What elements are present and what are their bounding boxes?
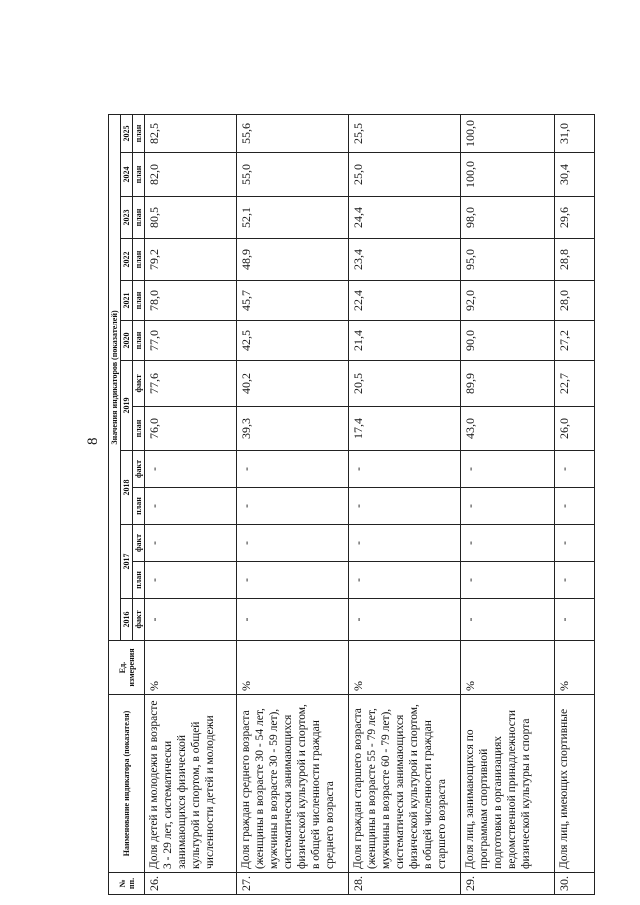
value-cell: -	[461, 488, 555, 525]
value-cell: -	[349, 599, 461, 641]
sub-fact: факт	[133, 451, 145, 488]
value-cell: 98,0	[461, 197, 555, 239]
value-cell: 100,0	[461, 153, 555, 197]
value-cell: 78,0	[145, 281, 237, 321]
indicator-name: Доля лиц, занимающихся по программам спортивной подготовки в организациях ведомственной принадлежности физической культуры и спорта	[461, 695, 555, 873]
value-cell: -	[237, 525, 349, 562]
unit-cell: %	[349, 641, 461, 695]
value-cell: -	[555, 488, 595, 525]
value-cell: 29,6	[555, 197, 595, 239]
value-cell: 95,0	[461, 239, 555, 281]
row-number: 30.	[555, 873, 595, 895]
header-no: № пп.	[109, 873, 145, 895]
value-cell: -	[237, 451, 349, 488]
value-cell: -	[237, 562, 349, 599]
value-cell: -	[461, 525, 555, 562]
year-2023: 2023	[121, 197, 133, 239]
value-cell: 25,5	[349, 115, 461, 153]
value-cell: 25,0	[349, 153, 461, 197]
row-number: 28.	[349, 873, 461, 895]
value-cell: -	[555, 562, 595, 599]
value-cell: -	[145, 599, 237, 641]
indicator-table	[108, 114, 595, 895]
header-values-group: Значения индикаторов (показателей)	[109, 115, 121, 641]
sub-plan: план	[133, 197, 145, 239]
value-cell: 31,0	[555, 115, 595, 153]
year-2021: 2021	[121, 281, 133, 321]
indicator-name: Доля граждан среднего возраста (женщины в возрасте 30 - 54 лет, мужчины в возрасте 30 - 59 лет), систематически занимающихся физической культурой и спортом, в общей численности граждан среднего возраста	[237, 695, 349, 873]
sub-fact: факт	[133, 599, 145, 641]
year-2016: 2016	[121, 599, 133, 641]
indicator-name: Доля граждан старшего возраста (женщины в возрасте 55 - 79 лет, мужчины в возрасте 60 - 79 лет), систематически занимающихся физической культурой и спортом, в общей численности граждан старшего возраста	[349, 695, 461, 873]
value-cell: -	[145, 525, 237, 562]
value-cell: 80,5	[145, 197, 237, 239]
value-cell: 17,4	[349, 407, 461, 451]
table-row	[237, 115, 349, 895]
value-cell: -	[349, 562, 461, 599]
header-unit: Ед. измерения	[109, 641, 145, 695]
value-cell: 82,5	[145, 115, 237, 153]
value-cell: 22,7	[555, 361, 595, 407]
value-cell: 90,0	[461, 321, 555, 361]
value-cell: -	[461, 599, 555, 641]
sub-plan: план	[133, 115, 145, 153]
value-cell: 23,4	[349, 239, 461, 281]
unit-cell: %	[237, 641, 349, 695]
table-row	[349, 115, 461, 895]
value-cell: 52,1	[237, 197, 349, 239]
value-cell: -	[555, 599, 595, 641]
table-row	[145, 115, 237, 895]
value-cell: 77,0	[145, 321, 237, 361]
value-cell: 28,8	[555, 239, 595, 281]
sub-fact: факт	[133, 525, 145, 562]
indicator-name: Доля детей и молодежи в возрасте 3 - 29 лет, систематически занимающихся физической культурой и спортом, в общей численности детей и молодежи	[145, 695, 237, 873]
value-cell: 20,5	[349, 361, 461, 407]
value-cell: 48,9	[237, 239, 349, 281]
indicator-name: Доля лиц, имеющих спортивные	[555, 695, 595, 873]
value-cell: 27,2	[555, 321, 595, 361]
value-cell: -	[145, 451, 237, 488]
page-number: 8	[85, 437, 101, 445]
year-2020: 2020	[121, 321, 133, 361]
value-cell: -	[461, 451, 555, 488]
year-2025: 2025	[121, 115, 133, 153]
unit-cell: %	[461, 641, 555, 695]
value-cell: -	[349, 451, 461, 488]
value-cell: -	[145, 562, 237, 599]
sub-fact: факт	[133, 361, 145, 407]
sub-plan: план	[133, 407, 145, 451]
value-cell: 43,0	[461, 407, 555, 451]
value-cell: 24,4	[349, 197, 461, 239]
unit-cell: %	[555, 641, 595, 695]
value-cell: 89,9	[461, 361, 555, 407]
value-cell: -	[349, 488, 461, 525]
sub-plan: план	[133, 281, 145, 321]
value-cell: 82,0	[145, 153, 237, 197]
value-cell: 22,4	[349, 281, 461, 321]
sub-plan: план	[133, 239, 145, 281]
value-cell: 42,5	[237, 321, 349, 361]
value-cell: 55,0	[237, 153, 349, 197]
value-cell: 79,2	[145, 239, 237, 281]
value-cell: -	[145, 488, 237, 525]
sub-plan: план	[133, 153, 145, 197]
value-cell: 55,6	[237, 115, 349, 153]
value-cell: 76,0	[145, 407, 237, 451]
sub-plan: план	[133, 321, 145, 361]
row-number: 29.	[461, 873, 555, 895]
sub-plan: план	[133, 488, 145, 525]
value-cell: 77,6	[145, 361, 237, 407]
year-2024: 2024	[121, 153, 133, 197]
year-2019: 2019	[121, 361, 133, 451]
value-cell: -	[555, 451, 595, 488]
row-number: 27.	[237, 873, 349, 895]
value-cell: 39,3	[237, 407, 349, 451]
value-cell: -	[237, 599, 349, 641]
unit-cell: %	[145, 641, 237, 695]
value-cell: -	[349, 525, 461, 562]
table-row	[555, 115, 595, 895]
sub-plan: план	[133, 562, 145, 599]
row-number: 26.	[145, 873, 237, 895]
table-row	[461, 115, 555, 895]
value-cell: 100,0	[461, 115, 555, 153]
value-cell: 92,0	[461, 281, 555, 321]
year-2022: 2022	[121, 239, 133, 281]
year-2017: 2017	[121, 525, 133, 599]
value-cell: 30,4	[555, 153, 595, 197]
value-cell: 26,0	[555, 407, 595, 451]
year-2018: 2018	[121, 451, 133, 525]
value-cell: 40,2	[237, 361, 349, 407]
value-cell: 21,4	[349, 321, 461, 361]
header-name: Наименование индикатора (показателя)	[109, 695, 145, 873]
value-cell: 45,7	[237, 281, 349, 321]
value-cell: 28,0	[555, 281, 595, 321]
value-cell: -	[237, 488, 349, 525]
value-cell: -	[555, 525, 595, 562]
value-cell: -	[461, 562, 555, 599]
